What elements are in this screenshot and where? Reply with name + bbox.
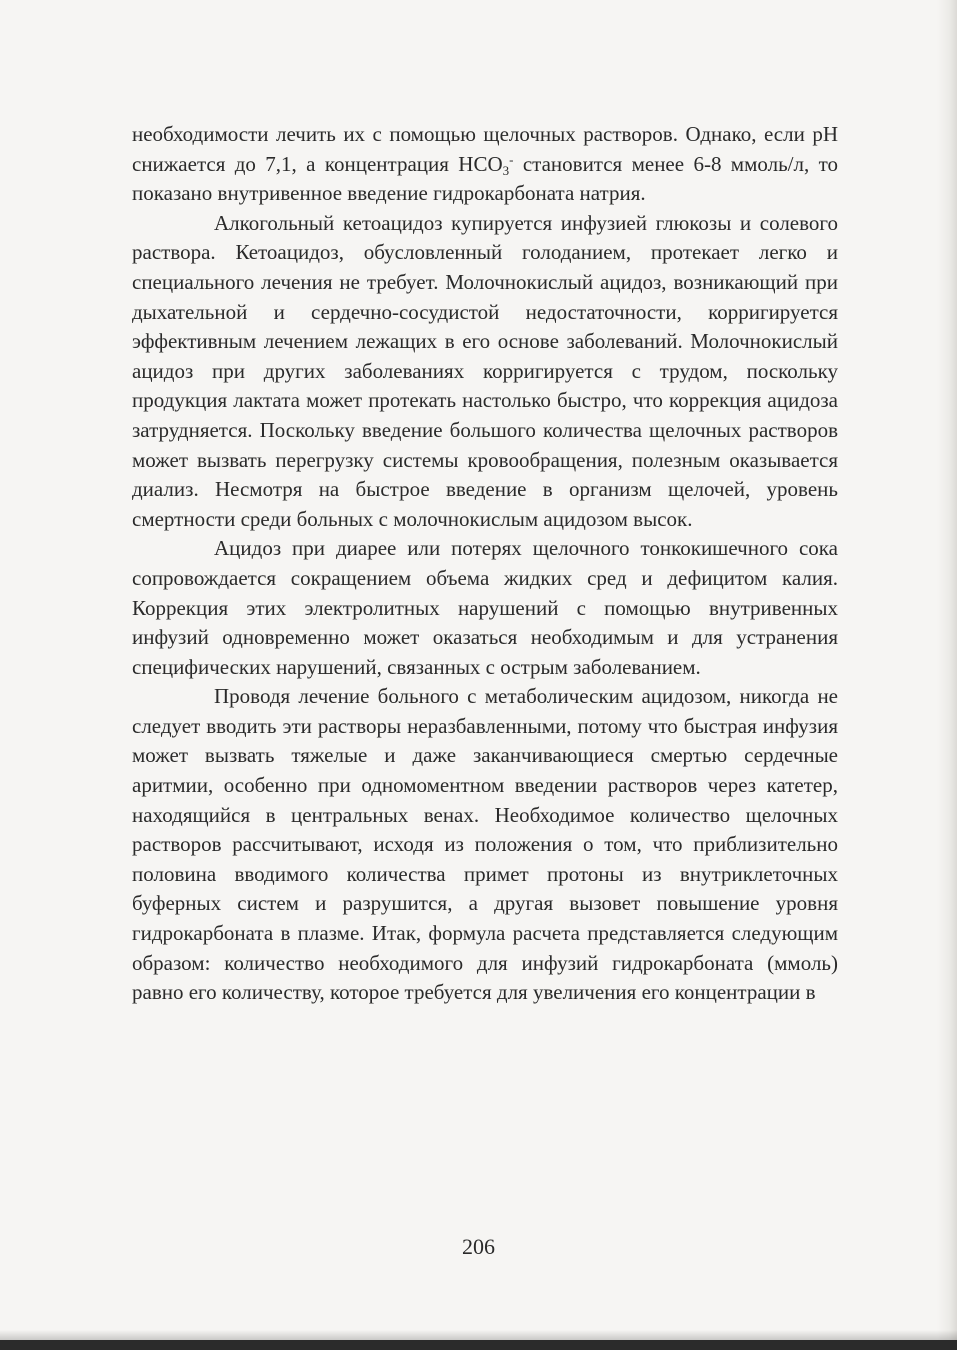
bottom-shadow bbox=[0, 1330, 957, 1340]
paragraph-3: Ацидоз при диарее или потерях щелочного тонкокишечного сока сопровождается сокращением объема жидких сред и дефицитом калия. Коррекция этих электролитных нарушений с помощью внутривенных инфузий одновременно может оказаться необходимым и для устранения специфических нарушений, связанных с острым заболеванием. bbox=[132, 536, 838, 679]
scanner-bottom-edge bbox=[0, 1340, 957, 1350]
paragraph-4: Проводя лечение больного с метаболическим ацидозом, никогда не следует вводить эти растворы неразбавленными, потому что быстрая инфузия может вызвать тяжелые и даже заканчивающиеся смертью сердечные аритмии, особенно при одномоментном введении растворов через катетер, находящийся в центральных венах. Необходимое количество щелочных растворов рассчитывают, исходя из положения о том, что приблизительно половина вводимого количества примет протоны из внутриклеточных буферных систем и разрушится, а другая вызовет повышение уровня гидрокарбоната в плазме. Итак, формула расчета представляется следующим образом: количество необходимого для инфузий гидрокарбоната (ммоль) равно его количеству, которое требуется для увеличения его концентрации в bbox=[132, 684, 838, 1005]
page-number: 206 bbox=[462, 1234, 495, 1259]
hco3-superscript: - bbox=[509, 151, 514, 167]
paragraph-1-text-end: становится менее 6-8 ммоль/л, то показано внутривенное введение гидрокарбоната натрия. bbox=[132, 151, 838, 206]
paragraph-1-text-start: необходимости лечить их с помощью щелочных растворов. Однако, если pH снижается до 7,1, а концентрация HCO bbox=[132, 122, 838, 176]
body-text bbox=[132, 120, 838, 1008]
paragraph-2: Алкогольный кетоацидоз купируется инфузией глюкозы и солевого раствора. Кетоацидоз, обусловленный голоданием, протекает легко и специального лечения не требует. Молочнокислый ацидоз, возникающий при дыхательной и сердечно-сосудистой недостаточности, корригируется эффективным лечением лежащих в его основе заболеваний. Молочнокислый ацидоз при других заболеваниях корригируется с трудом, поскольку продукция лактата может протекать настолько быстро, что коррекция ацидоза затрудняется. Поскольку введение большого количества щелочных растворов может вызвать перегрузку системы кровообращения, полезным оказывается диализ. Несмотря на быстрое введение в организм щелочей, уровень смертности среди больных с молочнокислым ацидозом высок. bbox=[132, 210, 838, 531]
paragraph-1 bbox=[132, 120, 838, 209]
page-right-edge bbox=[937, 0, 957, 1350]
hco3-subscript: 3 bbox=[502, 162, 510, 178]
